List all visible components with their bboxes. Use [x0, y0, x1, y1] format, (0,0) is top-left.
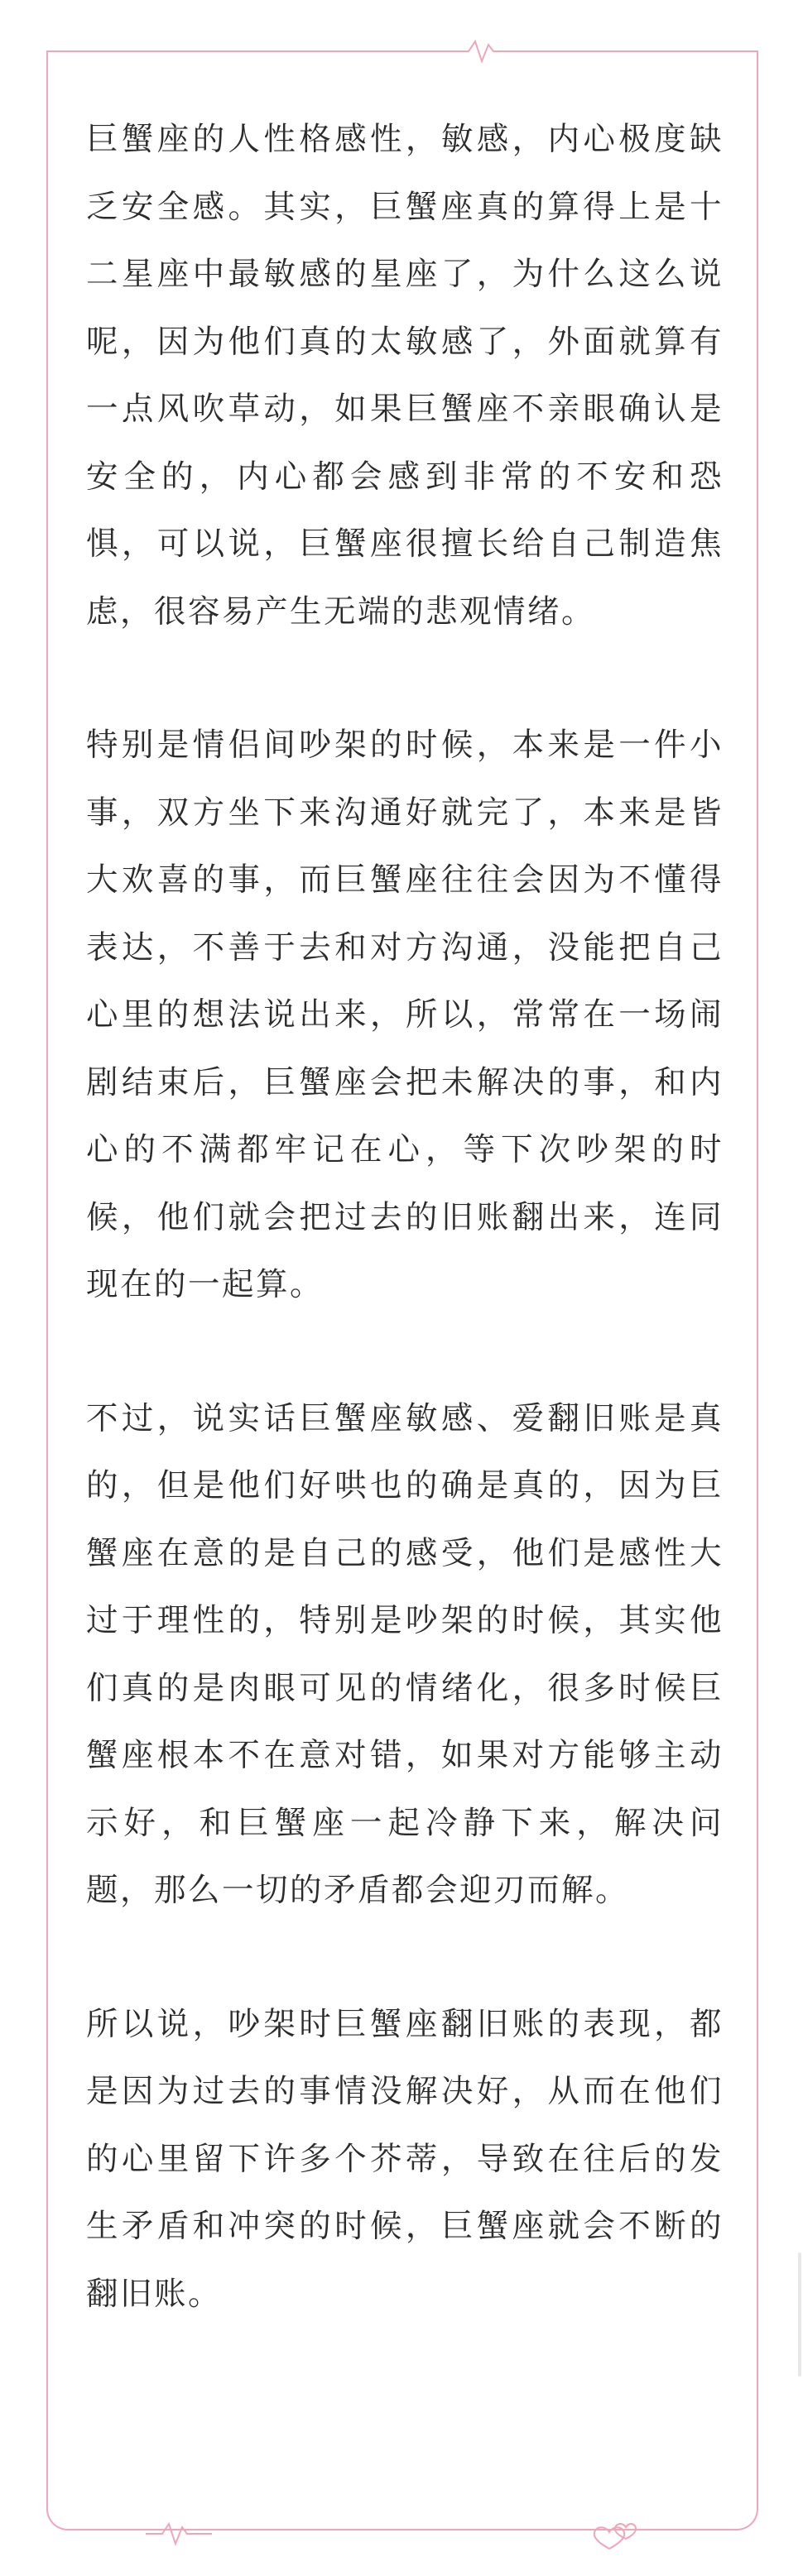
- heartbeat-line-icon: [46, 41, 758, 61]
- paragraph-1: 巨蟹座的人性格感性，敏感，内心极度缺乏安全感。其实，巨蟹座真的算得上是十二星座中最敏感的星座了，为什么这么说呢，因为他们真的太敏感了，外面就算有一点风吹草动，如果巨蟹座不亲眼确认是安全的，内心都会感到非常的不安和恐惧，可以说，巨蟹座很擅长给自己制造焦虑，很容易产生无端的悲观情绪。: [86, 121, 724, 631]
- heartbeat-line-icon: [146, 2524, 212, 2544]
- paragraph-3: 不过，说实话巨蟹座敏感、爱翻旧账是真的，但是他们好哄也的确是真的，因为巨蟹座在意的是自己的感受，他们是感性大过于理性的，特别是吵架的时候，其实他们真的是肉眼可见的情绪化，很多时候巨蟹座根本不在意对错，如果对方能够主动示好，和巨蟹座一起冷静下来，解决问题，那么一切的矛盾都会迎刃而解。: [86, 1399, 724, 1909]
- top-heartbeat-divider: [46, 35, 758, 68]
- paragraph-2: 特别是情侣间吵架的时候，本来是一件小事，双方坐下来沟通好就完了，本来是皆大欢喜的事，而巨蟹座往往会因为不懂得表达，不善于去和对方沟通，没能把自己心里的想法说出来，所以，常常在一场闹剧结束后，巨蟹座会把未解决的事，和内心的不满都牢记在心，等下次吵架的时候，他们就会把过去的旧账翻出来，连同现在的一起算。: [86, 727, 724, 1303]
- bottom-decoration: [46, 2507, 758, 2557]
- double-heart-icon: [594, 2524, 636, 2549]
- article-body: [86, 106, 724, 2328]
- paragraph-4: 所以说，吵架时巨蟹座翻旧账的表现，都是因为过去的事情没解决好，从而在他们的心里留下许多个芥蒂，导致在往后的发生矛盾和冲突的时候，巨蟹座就会不断的翻旧账。: [86, 2005, 724, 2313]
- scrollbar-thumb[interactable]: [798, 2252, 801, 2377]
